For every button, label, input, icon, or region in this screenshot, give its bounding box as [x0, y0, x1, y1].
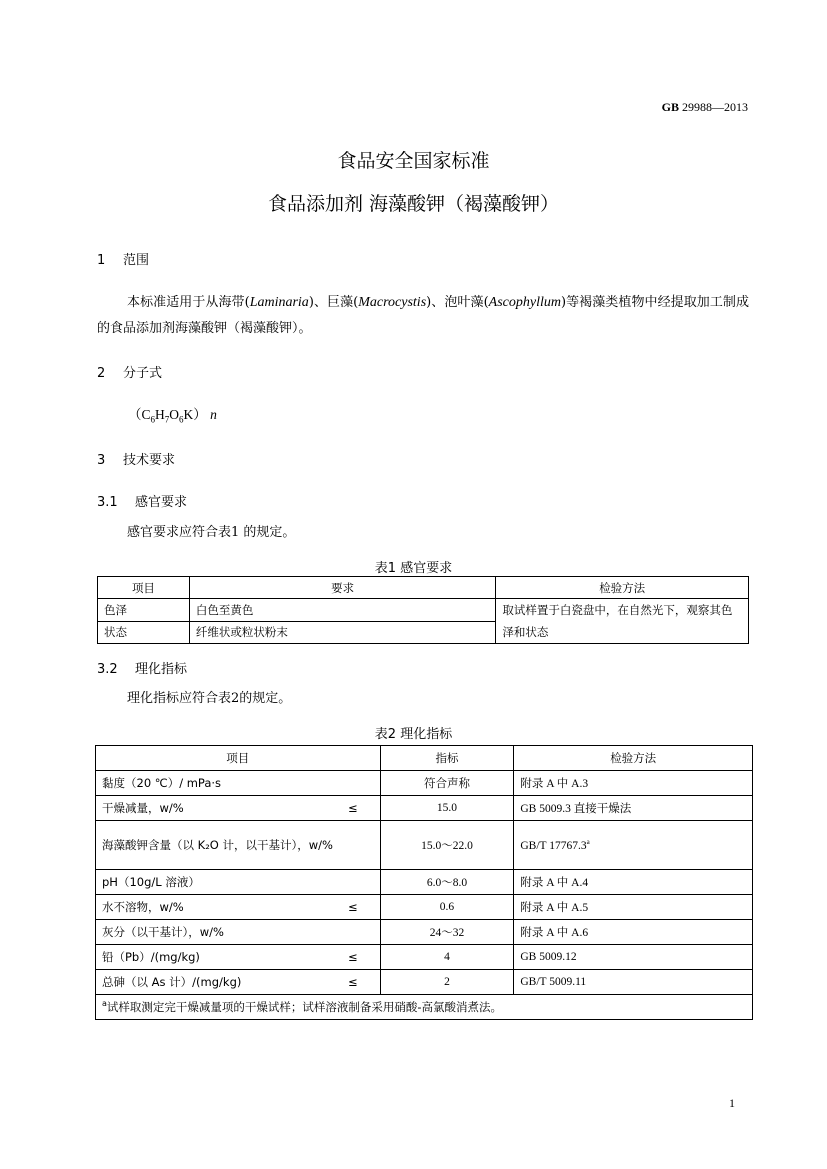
row-value: 15.0～22.0: [380, 821, 514, 870]
table-footnote: $^a$试样取测定完干燥减量项的干燥试样；试样溶液制备采用硝酸-高氯酸消煮法。: [96, 995, 753, 1020]
table-row: [96, 945, 753, 970]
row-item: 灰分（以干基计），w/%: [96, 920, 381, 945]
row-method: GB 5009.12: [514, 945, 753, 970]
row-value: 0.6: [380, 895, 514, 920]
row-item: 黏度（20 ℃）/ mPa·s: [96, 771, 381, 796]
table-row: [96, 970, 753, 995]
row-requirement: 纤维状或粒状粉末: [189, 621, 496, 644]
row-item: 铅（Pb）/(mg/kg) ≤: [96, 945, 381, 970]
table-row: [96, 920, 753, 945]
section-2-heading: 2 分子式: [97, 366, 163, 381]
row-method: 附录 A 中 A.5: [514, 895, 753, 920]
standard-code: GB 29988—2013: [661, 100, 748, 114]
table-row: [96, 821, 753, 870]
page-number: 1: [729, 1096, 735, 1110]
section-3-1-heading: 3.1 感官要求: [97, 495, 188, 510]
document-subtitle: 食品添加剂 海藻酸钾（褐藻酸钾）: [267, 193, 560, 215]
row-method: 附录 A 中 A.4: [514, 870, 753, 895]
table-header-row: [98, 577, 749, 599]
table-row: [96, 895, 753, 920]
row-item: 海藻酸钾含量（以 K₂O 计，以干基计），w/%: [96, 821, 381, 870]
table-row: [96, 870, 753, 895]
row-method: GB/T 17767.3$^a$: [514, 821, 753, 870]
header-value: 指标: [380, 746, 514, 771]
section-3-2-heading: 3.2 理化指标: [97, 662, 188, 677]
row-method: 附录 A 中 A.6: [514, 920, 753, 945]
row-value: 2: [380, 970, 514, 995]
row-item: 状态: [98, 621, 190, 644]
header-item: 项目: [96, 746, 381, 771]
table-row: [96, 771, 753, 796]
molecular-formula: $(C_6H_7O_6K)$ n: [128, 407, 217, 425]
table1-caption: 表1 感官要求: [374, 561, 453, 576]
section-3-1-text: 感官要求应符合表1 的规定。: [127, 525, 296, 540]
row-method: 附录 A 中 A.3: [514, 771, 753, 796]
row-value: 6.0～8.0: [380, 870, 514, 895]
table-row: [96, 796, 753, 821]
header-item: 项目: [98, 577, 190, 599]
section-1-heading: 1 范围: [97, 253, 150, 268]
row-value: 4: [380, 945, 514, 970]
row-value: 15.0: [380, 796, 514, 821]
header-requirement: 要求: [189, 577, 496, 599]
sensory-requirements-table: [97, 576, 749, 644]
document-title: 食品安全国家标准: [337, 150, 490, 172]
row-requirement: 白色至黄色: [189, 599, 496, 622]
row-method: GB/T 5009.11: [514, 970, 753, 995]
row-item: pH（10g/L 溶液）: [96, 870, 381, 895]
table-footnote-row: [96, 995, 753, 1020]
row-item: 总砷（以 As 计）/(mg/kg) ≤: [96, 970, 381, 995]
header-method: 检验方法: [496, 577, 749, 599]
row-item: 干燥减量，w/% ≤: [96, 796, 381, 821]
section-3-2-text: 理化指标应符合表2的规定。: [127, 691, 292, 706]
physicochemical-table: [95, 745, 753, 1020]
row-value: 24～32: [380, 920, 514, 945]
row-item: 色泽: [98, 599, 190, 622]
inspection-method: 取试样置于白瓷盘中，在自然光下，观察其色泽和状态: [496, 599, 749, 644]
table2-caption: 表2 理化指标: [374, 727, 453, 742]
row-value: 符合声称: [380, 771, 514, 796]
table-header-row: [96, 746, 753, 771]
header-method: 检验方法: [514, 746, 753, 771]
row-method: GB 5009.3 直接干燥法: [514, 796, 753, 821]
row-item: 水不溶物，w/% ≤: [96, 895, 381, 920]
table-row: [98, 599, 749, 622]
section-3-heading: 3 技术要求: [97, 453, 176, 468]
section-1-text: 本标准适用于从海带(Laminaria)、巨藻(Macrocystis)、泡叶藻(Ascophyllum)等褐藻类植物中经提取加工制成的食品添加剂海藻酸钾（褐藻酸钾）。: [97, 295, 749, 336]
